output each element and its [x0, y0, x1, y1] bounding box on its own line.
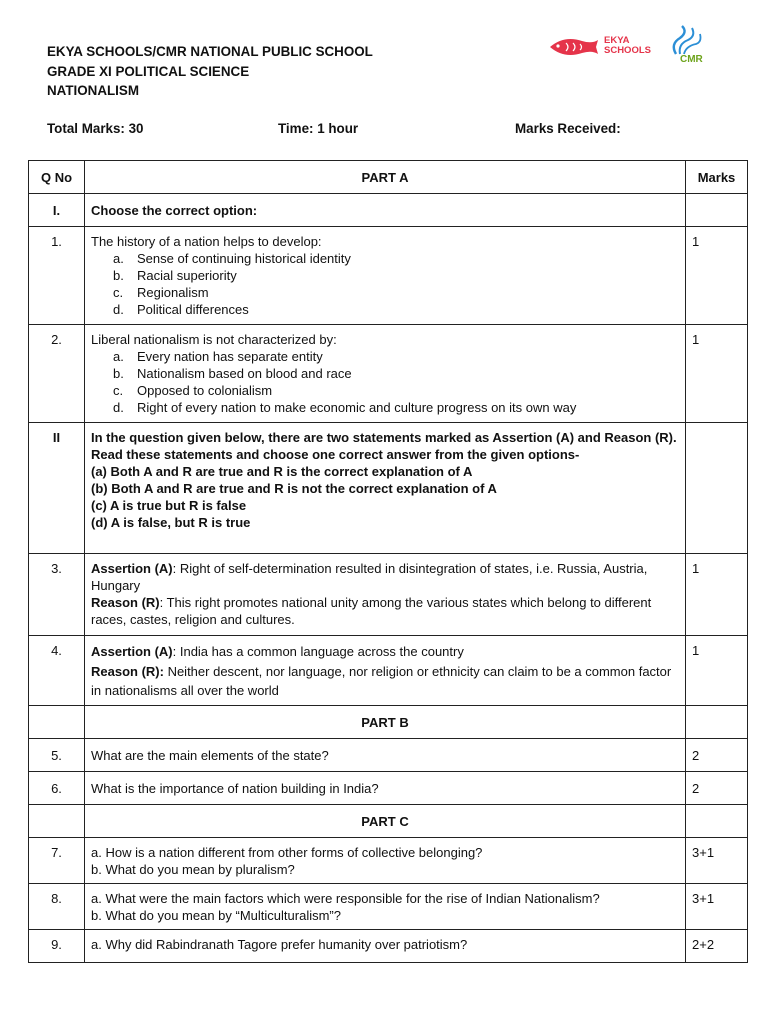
marks-cell: 1: [686, 227, 748, 325]
options-list: a. Sense of continuing historical identity b. Racial superiority c. Regionalism d. Political differences: [113, 251, 351, 317]
ekya-logo-text: EKYA SCHOOLS: [604, 35, 651, 56]
question-table: [28, 160, 748, 963]
grade-subject: GRADE XI POLITICAL SCIENCE: [47, 63, 250, 79]
part-b-heading: PART B: [85, 706, 686, 739]
question-9: a. Why did Rabindranath Tagore prefer humanity over patriotism?: [85, 930, 686, 963]
school-name: EKYA SCHOOLS/CMR NATIONAL PUBLIC SCHOOL: [47, 44, 373, 59]
question-2: Liberal nationalism is not characterized by: a. Every nation has separate entity b. Nationalism based on blood and race c. Opposed to colonialism d. Right of every nation to make economic and culture progress on its own way: [85, 325, 686, 423]
table-header-row: [29, 161, 748, 194]
question-8: a. What were the main factors which were responsible for the rise of Indian Nationalism? b. What do you mean by “Multiculturalism”?: [85, 884, 686, 930]
question-6: What is the importance of nation building in India?: [85, 772, 686, 805]
marks-cell: 2: [686, 739, 748, 772]
question-5: What are the main elements of the state?: [85, 739, 686, 772]
section-2-row: II In the question given below, there are two statements marked as Assertion (A) and Reason (R). Read these statements and choose one correct answer from the given options- (a) Both A and R are true and R is the correct explanation of A (b) Both A and R are true and R is not the correct explanation of A (c) A is true but R is false (d) A is false, but R is true: [29, 423, 748, 554]
marks-cell: 1: [686, 325, 748, 423]
table-row: 3. Assertion (A): Right of self-determination resulted in disintegration of states, i.e. Russia, Austria, Hungary Reason (R): This right promotes national unity among the various states which belong to different races, castes, religion and cultures. 1: [29, 554, 748, 636]
document-header: [47, 42, 373, 101]
options-list: a. Every nation has separate entity b. Nationalism based on blood and race c. Opposed to colonialism d. Right of every nation to make economic and culture progress on its own way: [113, 349, 577, 415]
marks-header: Marks: [686, 161, 748, 194]
table-row: 9. a. Why did Rabindranath Tagore prefer humanity over patriotism? 2+2: [29, 930, 748, 963]
section-1-instruction: Choose the correct option:: [85, 194, 686, 227]
part-c-heading: PART C: [85, 805, 686, 838]
table-row: 7. a. How is a nation different from other forms of collective belonging? b. What do you mean by pluralism? 3+1: [29, 838, 748, 884]
part-b-row: [29, 706, 748, 739]
chapter-title: NATIONALISM: [47, 83, 139, 98]
marks-cell: 2+2: [686, 930, 748, 963]
question-1: The history of a nation helps to develop: a. Sense of continuing historical identity b. Racial superiority c. Regionalism d. Political differences: [85, 227, 686, 325]
marks-received: Marks Received:: [515, 121, 621, 136]
table-row: 8. a. What were the main factors which were responsible for the rise of Indian Nationalism? b. What do you mean by “Multiculturalism”? 3+1: [29, 884, 748, 930]
cmr-swan-logo-icon: [666, 24, 706, 58]
marks-cell: 1: [686, 554, 748, 636]
section-1-row: I. Choose the correct option:: [29, 194, 748, 227]
marks-cell: 3+1: [686, 884, 748, 930]
school-logos: [546, 24, 716, 74]
table-row: 6. What is the importance of nation building in India? 2: [29, 772, 748, 805]
question-7: a. How is a nation different from other forms of collective belonging? b. What do you mean by pluralism?: [85, 838, 686, 884]
table-row: 1. The history of a nation helps to develop: a. Sense of continuing historical identity b. Racial superiority c. Regionalism d. Political differences 1: [29, 227, 748, 325]
table-row: 5. What are the main elements of the state? 2: [29, 739, 748, 772]
question-3: Assertion (A): Right of self-determination resulted in disintegration of states, i.e. Russia, Austria, Hungary Reason (R): This right promotes national unity among the various states which belong to different races, castes, religion and cultures.: [85, 554, 686, 636]
qno-header: Q No: [29, 161, 85, 194]
table-row: 2. Liberal nationalism is not characterized by: a. Every nation has separate entity b. Nationalism based on blood and race c. Opposed to colonialism d. Right of every nation to make economic and culture progress on its own way 1: [29, 325, 748, 423]
total-marks: Total Marks: 30: [47, 121, 144, 136]
assertion-reason-instructions: In the question given below, there are two statements marked as Assertion (A) and Reason (R). Read these statements and choose one correct answer from the given options- (a) Both A and R are true and R is the correct explanation of A (b) Both A and R are true and R is not the correct explanation of A (c) A is true but R is false (d) A is false, but R is true: [85, 423, 686, 554]
marks-cell: 3+1: [686, 838, 748, 884]
question-4: Assertion (A): India has a common language across the country Reason (R): Neither descent, nor language, nor religion or ethnicity can claim to be a common factor in nationalisms all over the world: [85, 636, 686, 706]
time-allowed: Time: 1 hour: [278, 121, 359, 136]
marks-cell: 1: [686, 636, 748, 706]
cmr-logo-text: CMR: [680, 54, 703, 65]
marks-cell: 2: [686, 772, 748, 805]
ekya-fish-logo-icon: [546, 32, 602, 62]
table-row: 4. Assertion (A): India has a common language across the country Reason (R): Neither descent, nor language, nor religion or ethnicity can claim to be a common factor in nationalisms all over the world 1: [29, 636, 748, 706]
part-a-header: PART A: [85, 161, 686, 194]
part-c-row: [29, 805, 748, 838]
